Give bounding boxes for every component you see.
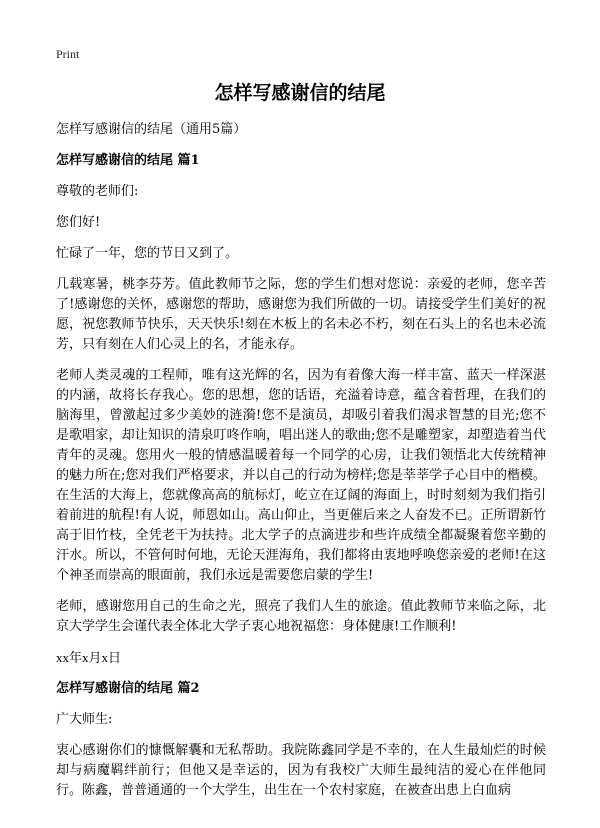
letter-greeting: 尊敬的老师们: bbox=[56, 184, 139, 199]
section-heading-1: 怎样写感谢信的结尾 篇1 bbox=[56, 153, 200, 168]
section-heading-2: 怎样写感谢信的结尾 篇2 bbox=[56, 681, 200, 696]
paragraph: 几载寒暑，桃李芬芳。值此教师节之际，您的学生们想对您说：亲爱的老师，您辛苦了!感谢您的关怀，感谢您的帮助，感谢您为我们所做的一切。请接受学生们美好的祝愿，祝您教师节快乐，天天快乐!刻在木板上的名未必不朽，刻在石头上的名也未必流芳，只有刻在人们心灵上的名，才能永存。 bbox=[56, 277, 546, 352]
letter-salute: 您们好! bbox=[56, 215, 101, 230]
paragraph: 衷心感谢你们的慷慨解囊和无私帮助。我院陈鑫同学是不幸的，在人生最灿烂的时候却与病魔羁绊前行；但他又是幸运的，因为有我校广大师生最纯洁的爱心在伴他同行。陈鑫，普普通通的一个大学生，出生在一个农村家庭，在被查出患上白血病 bbox=[56, 743, 546, 798]
page-title: 怎样写感谢信的结尾 bbox=[214, 82, 386, 104]
paragraph: 老师人类灵魂的工程师，唯有这光辉的名，因为有着像大海一样丰富、蓝天一样深湛的内涵，故将长存我心。您的思想，您的话语，充溢着诗意，蕴含着哲理，在我们的脑海里，曾激起过多少美妙的涟漪!您不是演员，却吸引着我们渴求智慧的目光;您不是歌唱家，却让知识的清泉叮咚作响，唱出迷人的歌曲;您不是雕塑家，却塑造着当代青年的灵魂。您用火一般的情感温暖着每一个同学的心房，让我们领悟北大传统精神的魅力所在;您对我们严格要求，并以自己的行动为榜样;您是莘莘学子心目中的楷模。在生活的大海上，您就像高高的航标灯，屹立在辽阔的海面上，时时刻刻为我们指引着前进的航程!有人说，师恩如山。高山仰止，当更催后来之人奋发不已。正所谓新竹高于旧竹枝，全凭老干为扶持。北大学子的点滴进步和些许成绩全都凝聚着您辛勤的汗水。所以，不管何时何地，无论天涯海角，我们都将由衷地呼唤您亲爱的老师!在这个神圣而崇高的眼面前，我们永远是需要您启蒙的学生! bbox=[56, 368, 546, 583]
print-link[interactable]: Print bbox=[56, 47, 80, 61]
article-body bbox=[56, 120, 546, 812]
letter-date: xx年x月x日 bbox=[56, 650, 122, 665]
paragraph: 忙碌了一年，您的节日又到了。 bbox=[56, 246, 239, 261]
article-subtitle: 怎样写感谢信的结尾（通用5篇） bbox=[56, 122, 247, 137]
paragraph: 老师，感谢您用自己的生命之光，照亮了我们人生的旅途。值此教师节来临之际，北京大学学生会谨代表全体北大学子衷心地祝福您：身体健康!工作顺利! bbox=[56, 599, 546, 634]
letter-greeting: 广大师生: bbox=[56, 712, 113, 727]
